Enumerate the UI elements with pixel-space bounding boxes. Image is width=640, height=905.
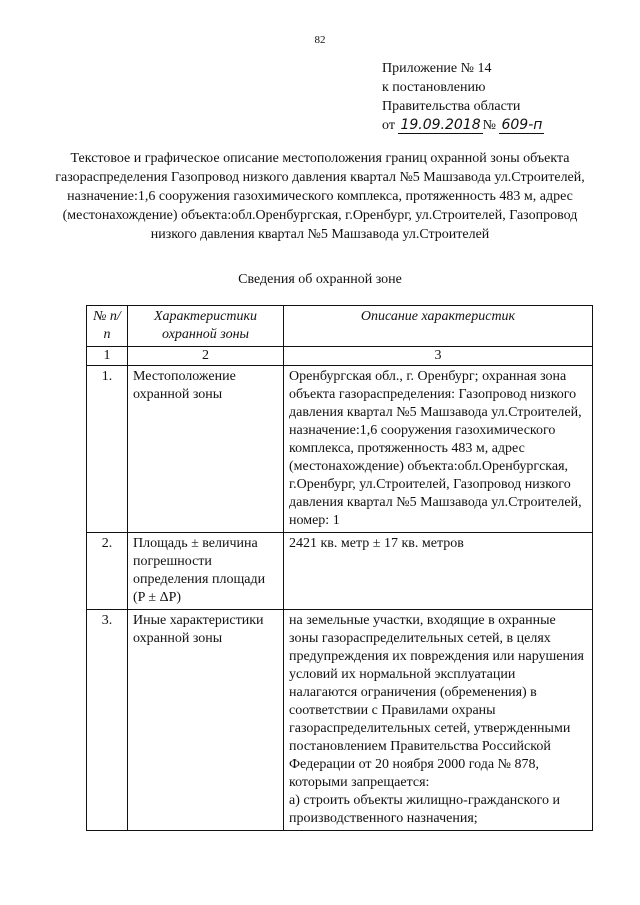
appendix-title: Приложение № 14 xyxy=(382,61,492,76)
row-characteristic: Местоположение охранной зоны xyxy=(128,366,284,533)
appendix-block xyxy=(382,59,622,135)
appendix-line-decree: к постановлению xyxy=(382,80,486,95)
section-subtitle: Сведения об охранной зоне xyxy=(238,272,402,287)
appendix-line-government: Правительства области xyxy=(382,99,521,114)
row-description: на земельные участки, входящие в охранные зоны газораспределительных сетей, в целях предупреждения их повреждения или нарушения условий их нормальной эксплуатации налагаются ограничения (обременения) в соответствии с Правилами охраны газораспределительных сетей, утвержденными постановлением Правительства Российской Федерации от 20 ноября 2000 года № 878, которыми запрещается: xyxy=(289,613,584,790)
table-row xyxy=(87,533,593,610)
number-sign: № xyxy=(482,118,496,133)
protection-zone-table xyxy=(86,305,593,831)
header-number: № п/п xyxy=(87,306,128,347)
handwritten-date: 19.09.2018 xyxy=(400,117,481,133)
table-row xyxy=(87,366,593,533)
header-characteristic: Характеристики охранной зоны xyxy=(128,306,284,347)
appendix-date-line xyxy=(382,116,622,135)
header-description: Описание характеристик xyxy=(284,306,593,347)
table-row xyxy=(87,610,593,831)
page-number: 82 xyxy=(314,34,326,46)
row-characteristic: Иные характеристики охранной зоны xyxy=(128,610,284,831)
row-description-cell xyxy=(284,610,593,831)
column-number: 2 xyxy=(128,347,284,366)
handwritten-number: 609-п xyxy=(501,117,543,133)
row-number: 3. xyxy=(87,610,128,831)
column-number-row xyxy=(87,347,593,366)
row-description: 2421 кв. метр ± 17 кв. метров xyxy=(284,533,593,610)
table-header-row xyxy=(87,306,593,347)
column-number: 3 xyxy=(284,347,593,366)
row-description: Оренбургская обл., г. Оренбург; охранная зона объекта газораспределения: Газопровод низкого давления квартал №5 Машзавода ул.Строителей, назначение:1,6 сооружения газохимического комплекса, протяженность 483 м, адрес (местонахождение) объекта:обл.Оренбургская, г.Оренбург, ул.Строителей, Газопровод низкого давления квартал №5 Машзавода ул.Строителей, номер: 1 xyxy=(284,366,593,533)
date-prefix: от xyxy=(382,118,395,133)
row-number: 2. xyxy=(87,533,128,610)
row-number: 1. xyxy=(87,366,128,533)
row-description-item-a: а) строить объекты жилищно-гражданского и производственного назначения; xyxy=(289,793,560,826)
column-number: 1 xyxy=(87,347,128,366)
row-characteristic: Площадь ± величина погрешности определения площади (P ± ΔP) xyxy=(128,533,284,610)
document-title: Текстовое и графическое описание местоположения границ охранной зоны объекта газораспределения Газопровод низкого давления квартал №5 Машзавода ул.Строителей, назначение:1,6 сооружения газохимического комплекса, протяженность 483 м, адрес (местонахождение) объекта:обл.Оренбургская, г.Оренбург, ул.Строителей, Газопровод низкого давления квартал №5 Машзавода ул.Строителей xyxy=(55,151,585,242)
